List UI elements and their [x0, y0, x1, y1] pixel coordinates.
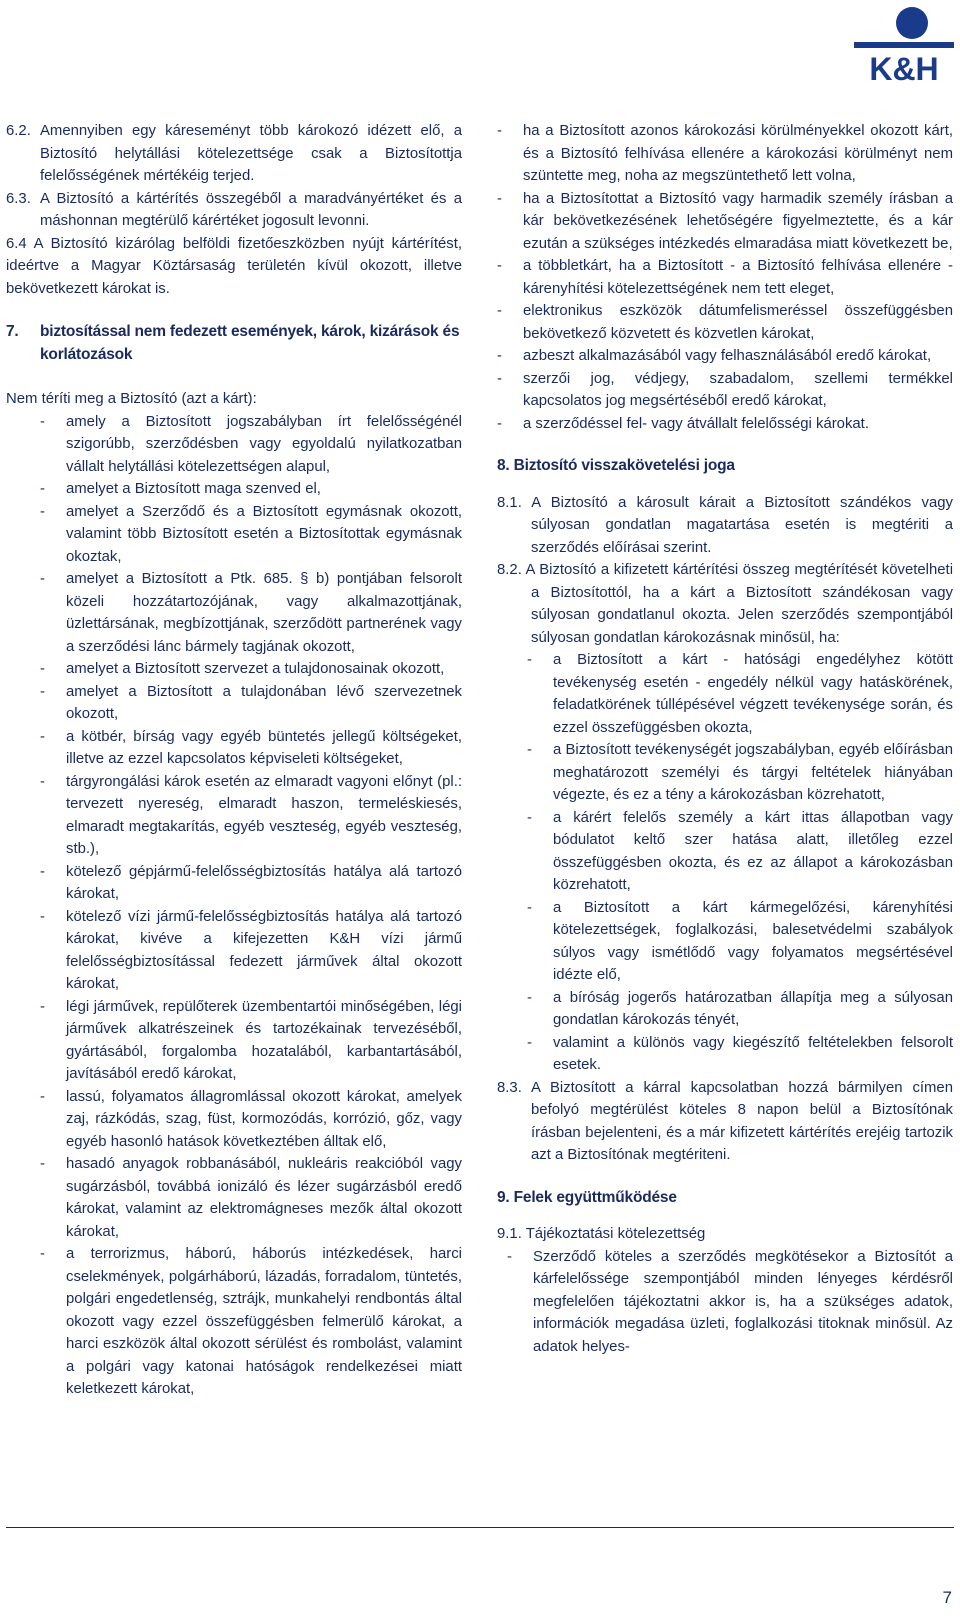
- section-7-number: 7.: [6, 323, 19, 340]
- list-item: - szerzői jog, védjegy, szabadalom, szellemi termékkel kapcsolatos jog megsértéséből eredő károkat,: [497, 370, 953, 409]
- list-item: - a Biztosított a kárt kármegelőzési, kárenyhítési kötelezettségek, foglalkozási, balesetvédelmi szabályok súlyos vagy ismétlődő vagy folyamatos megsértésével idézte elő,: [527, 899, 953, 983]
- list-item: - amelyet a Szerződő és a Biztosított egymásnak okozott, valamint több Biztosított esetén a Biztosítottak egymásnak okoztak,: [40, 503, 462, 565]
- section-8-2: 8.2. A Biztosító a kifizetett kártérítési összeg megtérítését követelheti a Biztosítottól, ha a kárt a Biztosított szándékosan vagy súlyosan gondatlanul okozta. Jelen szerződés szempontjából súlyosan gondatlan károkozásnak minősül, ha:: [497, 562, 953, 646]
- section-6-3: [6, 188, 462, 233]
- list-item: - amelyet a Biztosított maga szenved el,: [40, 481, 321, 497]
- list-item: - amelyet a Biztosított a Ptk. 685. § b) pontjában felsorolt közeli hozzátartozójának, vagy alkalmazottjának, üzlettársának, megbízottjának, szerződött partnerének vagy a szerződési lánc bármely tagjának okozott,: [40, 571, 462, 655]
- list-item: - kötelező gépjármű-felelősségbiztosítás hatálya alá tartozó károkat,: [40, 863, 462, 902]
- list-item: - a szerződéssel fel- vagy átvállalt felelősségi károkat.: [497, 415, 869, 432]
- section-6-3-text: A Biztosító a kártérítés összegéből a maradványértéket és a máshonnan megtérülő kárértéket jogosult levonni.: [40, 190, 462, 229]
- list-item: - azbeszt alkalmazásából vagy felhasználásából eredő károkat,: [497, 348, 932, 364]
- list-item: - hasadó anyagok robbanásából, nukleáris reakcióból vagy sugárzásból, továbbá ionizáló és lézer sugárzásból eredő károkat, valamint az elektromágneses mezők által okozott károkat,: [40, 1156, 462, 1240]
- list-item: - a többletkárt, ha a Biztosított - a Biztosító felhívása ellenére - kárenyhítési kötelezettségének nem tett eleget,: [497, 258, 953, 297]
- list-item: - kötelező vízi jármű-felelősségbiztosítás hatálya alá tartozó károkat, kivéve a kifejezetten K&H vízi jármű felelősségbiztosítással fedezett járművek által okozott károkat,: [40, 908, 462, 992]
- section-9-heading: 9. Felek együttműködése: [497, 1188, 677, 1206]
- list-item: - elektronikus eszközök dátumfelismeréssel összefüggésben bekövetkező közvetett és közvetlen károkat,: [497, 303, 953, 342]
- section-8-3: 8.3. A Biztosított a kárral kapcsolatban hozzá bármilyen címen befolyó megtérülést köteles 8 napon belül a Biztosítónak írásban bejelenteni, és a már kifizetett kártérítés erejéig tartozik azt a Biztosítónak megtériteni.: [497, 1079, 953, 1163]
- section-6-3-number: 6.3.: [6, 190, 31, 207]
- logo-text: K&H: [869, 51, 939, 86]
- exclusions-list-continued: [497, 120, 953, 435]
- list-item: - a kötbér, bírság vagy egyéb büntetés jellegű költségeket, illetve az ezzel kapcsolatos képviseleti költségeket,: [40, 728, 462, 767]
- list-item: - Szerződő köteles a szerződés megkötésekor a Biztosítót a kárfelelőssége szempontjából minden lényeges kérdésről megfelelően tájékoztatni akkor is, ha a szükséges adatok, információk megadása üzleti, foglalkozási titoknak minősül. Az adatok helyes-: [507, 1248, 953, 1355]
- list-item: - légi járművek, repülőterek üzembentartói minőségében, légi járművek alkatrészeinek és tartozékainak tervezéséből, gyártásából, forgalomba hozatalából, karbantartásából, javításából eredő károkat,: [40, 998, 462, 1082]
- section-7-heading: [6, 321, 462, 366]
- list-item: - ha a Biztosítottat a Biztosító vagy harmadik személy írásban a kár bekövetkezésének lehetőségére figyelmeztette, és a kár ezután a szükséges intézkedés elmaradása miatt következett be,: [497, 190, 953, 252]
- kh-logo-mark: [852, 4, 954, 86]
- list-item: - a bíróság jogerős határozatban állapítja meg a súlyosan gondatlan károkozás tényét,: [527, 989, 953, 1028]
- list-item: - lassú, folyamatos állagromlással okozott károkat, amelyek zaj, rázkódás, szag, füst, kormozódás, korrózió, gőz, vagy egyéb hasonló hatások következtében álltak elő,: [40, 1088, 462, 1150]
- left-column: [6, 120, 462, 1401]
- page-number: 7: [942, 1588, 952, 1607]
- exclusions-intro: Nem téríti meg a Biztosító (azt a kárt):: [6, 391, 257, 407]
- list-item: - amelyet a Biztosított a tulajdonában lévő szervezetnek okozott,: [40, 683, 462, 722]
- list-item: - a kárért felelős személy a kárt ittas állapotban vagy bódulatot keltő szer hatása alatt, illetőleg ezzel összefüggésben okozta, és ez az állapot a károkozásban közrehatott,: [527, 809, 953, 893]
- section-6-2: [6, 120, 462, 188]
- section-7-title: biztosítással nem fedezett események, károk, kizárások és korlátozások: [40, 323, 460, 363]
- list-item: - amelyet a Biztosított szervezet a tulajdonosainak okozott,: [40, 661, 445, 677]
- section-8-heading: 8. Biztosító visszakövetelési joga: [497, 457, 735, 474]
- information-duty-list: [497, 1246, 953, 1359]
- section-9-1: 9.1. Tájékoztatási kötelezettség: [497, 1226, 706, 1242]
- footer-rule: [6, 1527, 954, 1528]
- list-item: - tárgyrongálási károk esetén az elmaradt vagyoni előnyt (pl.: tervezett nyereség, elmaradt haszon, termeléskiesés, elmaradt megtakarítás, egyéb veszteség, egyéb veszteség, stb.),: [40, 773, 462, 857]
- list-item: - a Biztosított a kárt - hatósági engedélyhez kötött tevékenység esetén - engedély nélkül vagy hatáskörének, feladatkörének túllépésével végzett tevékenysége során, és ezzel összefüggésben okozta,: [527, 652, 953, 736]
- gross-negligence-list: [497, 649, 953, 1077]
- list-item: - a Biztosított tevékenységét jogszabályban, egyéb előírásban meghatározott személyi és tárgyi feltételek hiányában végezte, és ez a tény a károkozásban közrehatott,: [527, 742, 953, 803]
- kh-logo: [852, 4, 954, 86]
- list-item: - valamint a különös vagy kiegészítő feltételekben felsorolt esetek.: [527, 1034, 953, 1073]
- exclusions-list: [6, 411, 462, 1401]
- list-item: - amely a Biztosított jogszabályban írt felelősségénél szigorúbb, szerződésben vagy egyoldalú nyilatkozatban vállalt helytállási kötelezettségen alapul,: [40, 413, 462, 475]
- list-item: - ha a Biztosított azonos károkozási körülményekkel okozott kárt, és a Biztosító felhívása ellenére a károkozási körülményt nem szüntette meg, noha az megszüntethető lett volna,: [497, 123, 953, 184]
- right-column: [497, 120, 953, 1358]
- section-6-2-text: Amennyiben egy káreseményt több károkozó idézett elő, a Biztosító helytállási kötelezettsége csak a Biztosítottja felelősségének mértékéig terjed.: [40, 123, 462, 184]
- section-8-1: 8.1. A Biztosító a károsult kárait a Biztosított szándékos vagy súlyosan gondatlan magatartása esetén is megtériti a szerződés előírásai szerint.: [497, 494, 953, 556]
- section-6-2-number: 6.2.: [6, 123, 31, 139]
- list-item: - a terrorizmus, háború, háborús intézkedések, harci cselekmények, polgárháború, lázadás, forradalom, tüntetés, polgári engedetlenség, sztrájk, munkahelyi rendbontás által okozott vagy ezzel összefüggésben felmerülő károkat, a harci eszközök által okozott sérülést és rombolást, valamint a polgári vagy katonai hatóságok rendelkezései miatt keletkezett károkat,: [40, 1246, 462, 1397]
- section-6-4: 6.4 A Biztosító kizárólag belföldi fizetőeszközben nyújt kártérítést, ideértve a Magyar Köztársaság területén kívül okozott, illetve bekövetkezett károkat is.: [6, 235, 462, 297]
